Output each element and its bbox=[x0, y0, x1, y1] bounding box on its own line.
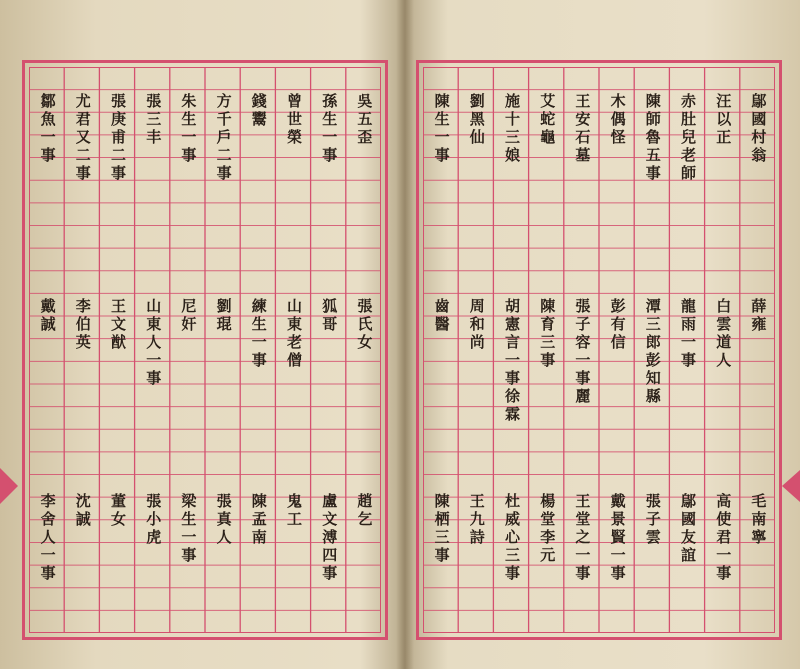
left-entry-top: 方千戶二事 bbox=[214, 93, 233, 184]
left-entry-top: 孫生一事 bbox=[320, 93, 339, 166]
left-entry-middle: 王文猷 bbox=[109, 297, 127, 352]
left-entry-bottom: 李舍人一事 bbox=[38, 492, 57, 583]
right-entry-bottom: 王堂之一事 bbox=[573, 492, 592, 583]
left-entry-top: 張庚甫二事 bbox=[109, 93, 127, 184]
left-entry-bottom: 鬼工 bbox=[285, 492, 303, 529]
right-entry-middle: 陳育三事 bbox=[538, 297, 557, 370]
right-entry-top: 木偶怪 bbox=[608, 93, 627, 148]
right-entry-top: 陳生一事 bbox=[432, 93, 451, 166]
left-entry-middle: 李伯英 bbox=[73, 297, 92, 352]
right-entry-middle: 周和尚 bbox=[467, 297, 486, 352]
right-entry-top: 艾蛇龜 bbox=[538, 93, 557, 148]
left-entry-top: 朱生一事 bbox=[179, 93, 198, 166]
left-entry-top: 曾世榮 bbox=[285, 93, 303, 148]
left-entry-top: 尤君又二事 bbox=[73, 93, 92, 184]
left-entry-bottom: 梁生一事 bbox=[179, 492, 198, 565]
right-entry-top: 施十三娘 bbox=[503, 93, 521, 166]
left-entry-bottom: 張真人 bbox=[214, 492, 233, 547]
left-entry-bottom: 趙乞 bbox=[355, 492, 374, 529]
left-entry-top: 錢鬻 bbox=[249, 93, 268, 130]
left-entry-bottom: 沈誠 bbox=[73, 492, 92, 529]
right-entry-bottom: 張子雲 bbox=[643, 492, 662, 547]
left-entry-bottom: 盧文溥四事 bbox=[320, 492, 339, 583]
right-entry-middle: 潭三郎彭知縣 bbox=[643, 297, 662, 406]
left-entry-bottom: 陳孟南 bbox=[249, 492, 268, 547]
left-entry-bottom: 張小虎 bbox=[144, 492, 163, 547]
left-entry-middle: 練生一事 bbox=[249, 297, 268, 370]
right-entry-middle: 龍雨一事 bbox=[679, 297, 697, 370]
right-entry-top: 陳師魯五事 bbox=[643, 93, 662, 184]
right-edge-tab bbox=[782, 470, 800, 502]
right-entry-top: 赤肚兒老師 bbox=[679, 93, 697, 184]
right-entry-bottom: 戴景賢一事 bbox=[608, 492, 627, 583]
right-entry-middle: 薛雍 bbox=[749, 297, 768, 334]
left-edge-tab bbox=[0, 468, 18, 504]
left-entry-top: 鄒魚一事 bbox=[38, 93, 57, 166]
left-entry-bottom: 董女 bbox=[109, 492, 127, 529]
right-entry-top: 汪以正 bbox=[714, 93, 733, 148]
right-entry-bottom: 高使君一事 bbox=[714, 492, 733, 583]
left-entry-top: 吳五歪 bbox=[355, 93, 374, 148]
left-entry-middle: 劉琨 bbox=[214, 297, 233, 334]
left-entry-top: 張三丰 bbox=[144, 93, 163, 148]
right-entry-middle: 白雲道人 bbox=[714, 297, 733, 370]
left-entry-middle: 戴誠 bbox=[38, 297, 57, 334]
right-entry-bottom: 王九詩 bbox=[467, 492, 486, 547]
right-entry-middle: 張子容一事麗 bbox=[573, 297, 592, 406]
right-entry-bottom: 陳栖三事 bbox=[432, 492, 451, 565]
right-entry-top: 王安石墓 bbox=[573, 93, 592, 166]
right-entry-middle: 齒醫 bbox=[432, 297, 451, 334]
right-entry-middle: 彭有信 bbox=[608, 297, 627, 352]
left-entry-middle: 張氏女 bbox=[355, 297, 374, 352]
left-entry-middle: 山東人一事 bbox=[144, 297, 163, 388]
right-entry-top: 劉黑仙 bbox=[467, 93, 486, 148]
right-entry-bottom: 毛南寧 bbox=[749, 492, 768, 547]
left-entry-middle: 尼奸 bbox=[179, 297, 198, 334]
right-entry-top: 鄔國村翁 bbox=[749, 93, 768, 166]
left-entry-middle: 山東老僧 bbox=[285, 297, 303, 370]
right-entry-bottom: 楊堂李元 bbox=[538, 492, 557, 565]
left-entry-middle: 狐哥 bbox=[320, 297, 339, 334]
right-entry-bottom: 杜威心三事 bbox=[503, 492, 521, 583]
right-entry-bottom: 鄔國友誼 bbox=[679, 492, 697, 565]
right-entry-middle: 胡憲言一事徐霖 bbox=[503, 297, 521, 424]
